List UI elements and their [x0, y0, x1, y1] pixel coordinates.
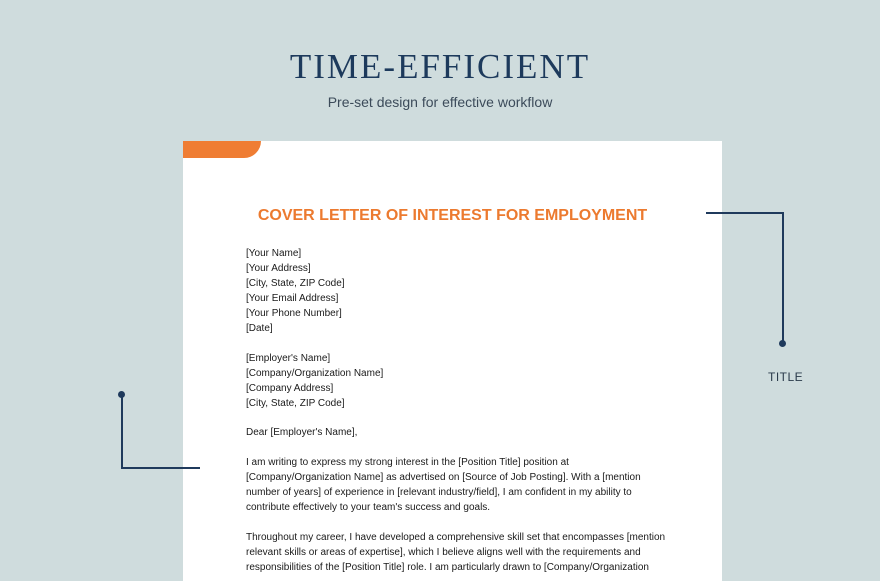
sender-line: [Date] [246, 323, 273, 334]
title-callout-vertical [782, 212, 784, 343]
paragraph-line: [Company/Organization Name] as advertised on [Source of Job Posting]. With a [mention [246, 472, 641, 484]
paragraph-line: relevant skills or areas of expertise], which I believe aligns well with the requirements and [246, 546, 641, 558]
title-callout-label: TITLE [768, 370, 804, 384]
paragraph-line: responsibilities of the [Position Title] role. I am particularly drawn to [Company/Organization [246, 561, 649, 573]
paragraph-line: I am writing to express my strong interest in the [Position Title] position at [246, 457, 569, 469]
recipient-line: [Employer's Name] [246, 352, 331, 364]
sender-line: [Your Name] [246, 248, 302, 259]
document-preview [183, 141, 722, 581]
recipient-line: [Company Address] [246, 382, 334, 394]
recipient-block [246, 351, 666, 411]
recipient-line: [Company/Organization Name] [246, 367, 384, 379]
body-callout-horizontal [121, 467, 200, 469]
sender-line: [Your Email Address] [246, 293, 339, 304]
sender-line: [Your Address] [246, 263, 311, 274]
paragraph-line: number of years] of experience in [relevant industry/field], I am confident in my ability to [246, 487, 632, 499]
sender-line: [Your Phone Number] [246, 308, 342, 319]
salutation: Dear [Employer's Name], [246, 427, 358, 439]
orange-corner-accent [183, 141, 261, 158]
paragraph-2 [246, 530, 666, 575]
body-callout-vertical [121, 394, 123, 469]
paragraph-1 [246, 455, 666, 515]
title-callout-horizontal [706, 212, 784, 214]
recipient-line: [City, State, ZIP Code] [246, 397, 345, 409]
title-callout-dot [779, 340, 786, 347]
sender-line: [City, State, ZIP Code] [246, 278, 345, 289]
document-body [246, 246, 666, 575]
paragraph-line: Throughout my career, I have developed a comprehensive skill set that encompasses [mention [246, 531, 666, 543]
hero-title: TIME-EFFICIENT [289, 47, 591, 86]
hero-subtitle: Pre-set design for effective workflow [327, 94, 553, 110]
document-title: COVER LETTER OF INTEREST FOR EMPLOYMENT [257, 207, 648, 224]
sender-block [246, 246, 666, 336]
paragraph-line: contribute effectively to your team's success and goals. [246, 502, 491, 514]
